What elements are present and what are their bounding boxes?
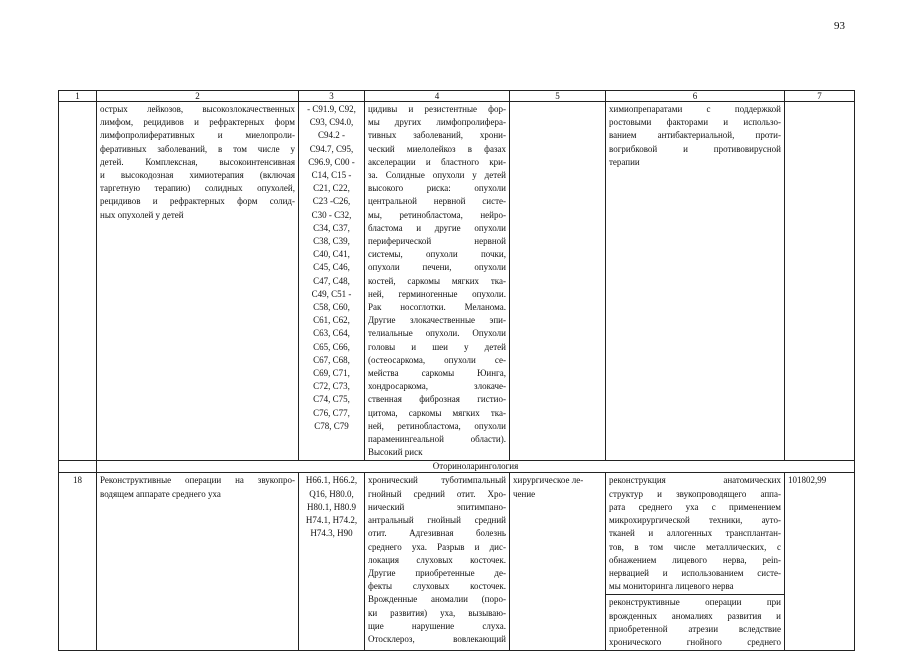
text-line: костей, саркомы мягких тка-	[368, 275, 506, 286]
code-line: C38, C39,	[313, 236, 350, 247]
text-line: таргетную терапию) солидных опухолей,	[100, 183, 295, 194]
code-line: C45, C46,	[313, 262, 350, 273]
header-cell: 7	[785, 91, 855, 102]
code-line: C58, C60,	[313, 302, 350, 313]
text-line: структур и звукопроводящего аппа-	[609, 488, 781, 499]
treatment-type-cell	[510, 473, 606, 651]
text-line: периферической нервной	[368, 236, 506, 247]
text-line: лимфом, рецидивов и рефрактерных форм	[100, 117, 295, 128]
code-line: H74.1, H74.2,	[305, 515, 358, 526]
treatment-method-cell	[606, 473, 785, 651]
text-line: опухоли печени, опухоли	[368, 262, 506, 273]
text-line: Другие приобретенные де-	[368, 567, 506, 578]
text-line: головы и шеи у детей	[368, 341, 506, 352]
text-line: Отосклероз, вовлекающий	[368, 633, 506, 644]
code-line: C34, C37,	[313, 222, 350, 233]
text-line: акселерации и бластного кри-	[368, 156, 506, 167]
code-line: C94.7, C95,	[309, 143, 354, 154]
text-line: обнажением лицевого нерва, рein-	[609, 554, 781, 565]
code-line: C47, C48,	[313, 275, 350, 286]
code-line: C40, C41,	[313, 249, 350, 260]
code-line: C49, C51 -	[311, 288, 352, 299]
text-line: ванием антибактериальной, проти-	[609, 130, 781, 141]
text-line: химиопрепаратами с поддержкой	[609, 104, 781, 114]
text-line: рата среднего уха с применением	[609, 501, 781, 512]
text-line: мейства саркомы Юинга,	[368, 368, 506, 379]
diagnosis-cell	[365, 102, 510, 461]
code-line: C14, C15 -	[311, 170, 352, 181]
text-line: щие нарушение слуха.	[368, 620, 506, 631]
service-name-cell	[97, 102, 299, 461]
text-line: гнойный средний отит. Хро-	[368, 488, 506, 499]
icd-codes-cell	[299, 473, 365, 651]
text-line: хронический туботимпальный	[368, 475, 506, 486]
text-line: терапии	[609, 156, 640, 167]
text-line: мы мониторинга лицевого нерва	[609, 581, 734, 592]
text-line: ней, ретинобластома, опухоли	[368, 420, 506, 431]
header-cell: 2	[97, 91, 299, 102]
text-line: ных опухолей у детей	[100, 209, 184, 220]
text-line: хронического гнойного среднего	[609, 636, 781, 647]
header-cell: 1	[59, 91, 97, 102]
code-line: C94.2 -	[318, 130, 345, 141]
text-line: врожденных аномалиях развития и	[609, 610, 781, 621]
text-line: вогрибковой и противовирусной	[609, 143, 781, 154]
text-line: системы, опухоли почки,	[368, 249, 506, 260]
method-block-2	[609, 595, 781, 649]
text-line: водящем аппарате среднего уха	[100, 488, 221, 499]
cost-cell	[785, 102, 855, 461]
text-line: ческий миелолейкоз в фазах	[368, 143, 506, 154]
header-cell: 5	[510, 91, 606, 102]
code-line: C23 -C26,	[312, 196, 351, 207]
code-line: C69, C71,	[313, 368, 350, 379]
text-line: Реконструктивные операции на звукопро-	[100, 475, 295, 486]
diagnosis-cell	[365, 473, 510, 651]
cost-cell: 101802,99	[785, 473, 855, 651]
text-line: мы других лимфопролифера-	[368, 117, 506, 128]
method-block-1	[606, 474, 784, 595]
text-line: феративных заболеваний, в том числе у	[100, 143, 295, 154]
section-row	[59, 461, 855, 473]
text-line: приобретенной атрезии вследствие	[609, 623, 781, 634]
text-line: Высокий риск	[368, 447, 423, 458]
code-line: C21, C22,	[313, 183, 350, 194]
code-line: H80.1, H80.9	[307, 501, 356, 512]
code-line: C93, C94.0,	[309, 117, 354, 128]
text-line: микрохирургической техники, ауто-	[609, 515, 781, 526]
text-line: Врожденные аномалии (поро-	[368, 594, 506, 605]
table-row-continued	[59, 102, 855, 461]
section-title: Оториноларингология	[97, 461, 855, 473]
treatment-method-cell	[606, 102, 785, 461]
text-line: тов, в том числе металлических, с	[609, 541, 781, 552]
text-line: бластома и другие опухоли	[368, 222, 506, 233]
code-line: C78, C79	[314, 420, 349, 431]
text-line: нический эпитимпано-	[368, 501, 506, 512]
code-line: C63, C64,	[313, 328, 350, 339]
text-line: рецидивов и рефрактерных форм солид-	[100, 196, 295, 207]
text-line: хондросаркома, злокаче-	[368, 381, 506, 392]
code-line: C74, C75,	[313, 394, 350, 405]
text-line: мы, ретинобластома, нейро-	[368, 209, 506, 220]
code-line: C96.9, C00 -	[308, 156, 355, 167]
code-line: C61, C62,	[313, 315, 350, 326]
text-line: телиальные опухоли. Опухоли	[368, 328, 506, 339]
text-line: (остеосаркома, опухоли се-	[368, 354, 506, 365]
text-line: реконструкция анатомических	[609, 475, 781, 486]
code-line: C67, C68,	[313, 354, 350, 365]
text-line: ки развития) уха, вызываю-	[368, 607, 506, 618]
icd-codes-cell	[299, 102, 365, 461]
header-cell: 3	[299, 91, 365, 102]
text-line: тканей и аллогенных трансплантан-	[609, 528, 781, 539]
header-cell: 4	[365, 91, 510, 102]
text-line: цитома, саркомы мягких тка-	[368, 407, 506, 418]
row-number-cell	[59, 102, 97, 461]
text-line: детей. Комплексная, высокоинтенсивная	[100, 156, 295, 167]
text-line: отит. Адгезивная болезнь	[368, 528, 506, 539]
text-line: антральный гнойный средний	[368, 515, 506, 526]
code-line: H74.3, H90	[310, 528, 353, 539]
code-line: Q16, H80.0,	[309, 488, 354, 499]
text-line: фекты слуховых косточек.	[368, 581, 506, 592]
text-line: ростовыми факторами и использо-	[609, 117, 781, 128]
text-line: Рак носоглотки. Меланома.	[368, 302, 506, 313]
text-line: локация слуховых косточек.	[368, 554, 506, 565]
text-line: ственная фиброзная гистио-	[368, 394, 506, 405]
code-line: - C91.9, C92,	[307, 104, 356, 114]
text-line: хирургическое ле-	[513, 475, 584, 486]
text-line: острых лейкозов, высокозлокачественных	[100, 104, 295, 114]
code-line: C65, C66,	[313, 341, 350, 352]
text-line: высокого риска: опухоли	[368, 183, 506, 194]
code-line: C76, C77,	[313, 407, 350, 418]
text-line: чение	[513, 488, 536, 499]
treatment-type-cell	[510, 102, 606, 461]
text-line: реконструктивные операции при	[609, 597, 781, 608]
code-line: C72, C73,	[313, 381, 350, 392]
page-number: 93	[834, 20, 845, 32]
text-line: и высокодозная химиотерапия (включая	[100, 170, 295, 181]
text-line: за. Солидные опухоли у детей	[368, 170, 506, 181]
text-line: лимфопролиферативных и миелопроли-	[100, 130, 295, 141]
header-cell: 6	[606, 91, 785, 102]
text-line: тивных заболеваний, хрони-	[368, 130, 506, 141]
column-number-row	[59, 91, 855, 102]
text-line: нервацией и использованием систе-	[609, 567, 781, 578]
text-line: центральной нервной систе-	[368, 196, 506, 207]
services-table	[58, 90, 855, 651]
table-row-18	[59, 473, 855, 651]
code-line: C30 - C32,	[311, 209, 352, 220]
text-line: параменингеальной области).	[368, 434, 506, 445]
text-line: цидивы и резистентные фор-	[368, 104, 506, 114]
text-line: среднего уха. Разрыв и дис-	[368, 541, 506, 552]
section-spacer-cell	[59, 461, 97, 473]
service-name-cell	[97, 473, 299, 651]
text-line: Другие злокачественные эпи-	[368, 315, 506, 326]
text-line: ней, герминогенные опухоли.	[368, 288, 506, 299]
code-line: H66.1, H66.2,	[305, 475, 358, 486]
row-number-cell: 18	[59, 473, 97, 651]
